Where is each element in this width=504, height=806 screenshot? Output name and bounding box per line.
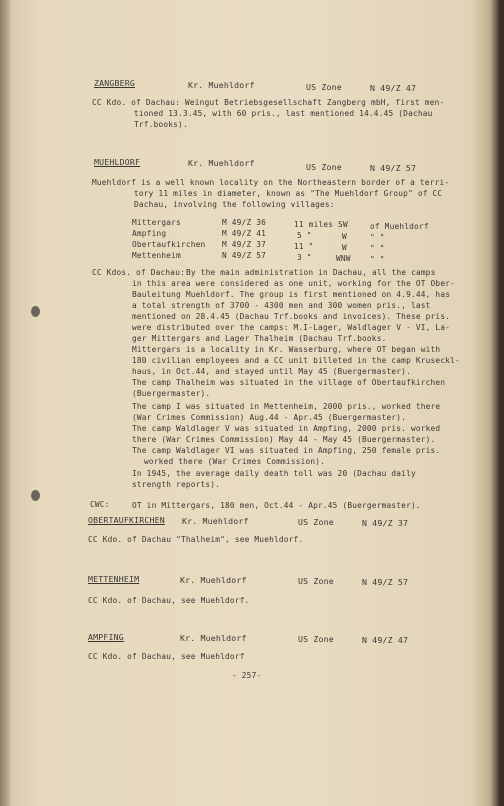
- text-line: CC Kdo. of Dachau, see Muehldorf.: [88, 596, 250, 605]
- text-line: By the main administration in Dachau, all the camps: [186, 268, 436, 277]
- text-line: Muehldorf is a well known locality on the Northeastern border of a terri-: [92, 178, 450, 187]
- text-line: CC Kdo. of Dachau "Thalheim", see Muehldorf.: [88, 535, 304, 544]
- entry-district: Kr. Muehldorf: [182, 516, 249, 526]
- text-line: haus, in Oct.44, and stayed until May 45 (Buergermaster).: [132, 367, 411, 376]
- village-direction: W: [342, 232, 347, 241]
- village-relation: " ": [370, 255, 385, 264]
- village-distance: 11 ": [294, 242, 314, 251]
- book-spine: [0, 0, 10, 806]
- text-line: 180 civilian employees and a CC unit billeted in the camp Kruseckl-: [132, 356, 460, 365]
- text-line: CC Kdo. of Dachau, see Muehldorf: [88, 652, 245, 661]
- village-coord: N 49/Z 57: [222, 251, 267, 260]
- page-number: - 257-: [232, 671, 262, 680]
- text-line: Bauleitung Muehldorf. The group is first mentioned on 4.9.44, has: [132, 290, 451, 299]
- punch-hole: [31, 306, 40, 317]
- text-line: a total strength of 3700 - 4300 men and 300 women pris., last: [132, 301, 431, 310]
- text-line: ger Mittergars and Lager Thalheim (Dachau Trf.books.: [132, 334, 387, 343]
- entry-heading-obertaufkirchen: OBERTAUFKIRCHEN: [88, 515, 165, 525]
- entry-zone: US Zone: [306, 162, 342, 172]
- text-line: worked there (War Crimes Commission).: [144, 457, 326, 466]
- village-name: Mettenheim: [132, 251, 181, 260]
- paragraph-label: CC Kdos. of Dachau:: [92, 268, 185, 277]
- village-coord: M 49/Z 37: [222, 240, 267, 249]
- punch-hole: [31, 490, 40, 501]
- entry-zone: US Zone: [298, 576, 334, 586]
- village-relation: " ": [370, 233, 385, 242]
- text-line: tioned 13.3.45, with 60 pris., last mentioned 14.4.45 (Dachau: [134, 109, 433, 118]
- text-line: CC Kdo. of Dachau: Weingut Betriebsgesellschaft Zangberg mbH, first men-: [92, 98, 445, 107]
- village-name: Obertaufkirchen: [132, 240, 206, 249]
- entry-heading-zangberg: ZANGBERG: [94, 78, 136, 88]
- entry-district: Kr. Muehldorf: [180, 633, 247, 643]
- entry-zone: US Zone: [298, 634, 334, 644]
- text-line: The camp Waldlager V was situated in Ampfing, 2000 pris. worked: [132, 424, 441, 433]
- village-coord: M 49/Z 41: [222, 229, 267, 238]
- entry-zone: US Zone: [306, 82, 342, 92]
- text-line: (War Crimes Commission) Aug.44 - Apr.45 (Buergermaster).: [132, 413, 407, 422]
- paragraph-label: CWC:: [90, 500, 110, 509]
- text-line: Trf.books).: [134, 120, 188, 129]
- entry-coord: N 49/Z 57: [370, 163, 417, 173]
- text-line: tory 11 miles in diameter, known as "The Muehldorf Group" of CC: [134, 189, 443, 198]
- entry-district: Kr. Muehldorf: [188, 80, 255, 90]
- entry-district: Kr. Muehldorf: [180, 575, 247, 585]
- entry-coord: N 49/Z 47: [362, 635, 409, 645]
- entry-coord: N 49/Z 37: [362, 518, 409, 528]
- village-relation: of Muehldorf: [370, 222, 429, 231]
- text-line: in this area were considered as one unit, working for the OT Ober-: [132, 279, 456, 288]
- text-line: (Buergermaster).: [132, 389, 211, 398]
- village-name: Ampfing: [132, 229, 167, 238]
- entry-heading-muehldorf: MUEHLDORF: [94, 157, 141, 167]
- text-line: Dachau, involving the following villages:: [134, 200, 335, 209]
- village-distance: 5 ": [297, 231, 312, 240]
- village-name: Mittergars: [132, 218, 181, 227]
- village-distance: 3 ": [297, 253, 312, 262]
- text-line: were distributed over the camps: M.I-Lager, Waldlager V - VI, La-: [132, 323, 451, 332]
- entry-district: Kr. Muehldorf: [188, 158, 255, 168]
- text-line: there (War Crimes Commission) May 44 - May 45 (Buergermaster).: [132, 435, 436, 444]
- village-direction: WNW: [336, 254, 351, 263]
- text-line: The camp Waldlager VI was situated in Ampfing, 250 female pris.: [132, 446, 441, 455]
- text-line: In 1945, the average daily death toll was 20 (Dachau daily: [132, 469, 416, 478]
- entry-heading-mettenheim: METTENHEIM: [88, 574, 140, 584]
- text-line: The camp I was situated in Mettenheim, 2000 pris., worked there: [132, 402, 441, 411]
- village-coord: M 49/Z 36: [222, 218, 267, 227]
- entry-heading-ampfing: AMPFING: [88, 632, 124, 642]
- text-line: OT in Mittergars, 180 men, Oct.44 - Apr.45 (Buergermaster).: [132, 501, 421, 510]
- text-line: The camp Thalheim was situated in the village of Obertaufkirchen: [132, 378, 446, 387]
- village-relation: " ": [370, 244, 385, 253]
- entry-coord: N 49/Z 57: [362, 577, 409, 587]
- village-distance: 11 miles SW: [294, 220, 348, 229]
- text-line: Mittergars is a locality in Kr. Wasserburg, where OT began with: [132, 345, 441, 354]
- entry-coord: N 49/Z 47: [370, 83, 417, 93]
- text-line: strength reports).: [132, 480, 221, 489]
- entry-zone: US Zone: [298, 517, 334, 527]
- text-line: mentioned on 28.4.45 (Dachau Trf.books and invoices). These pris.: [132, 312, 451, 321]
- village-direction: W: [342, 243, 347, 252]
